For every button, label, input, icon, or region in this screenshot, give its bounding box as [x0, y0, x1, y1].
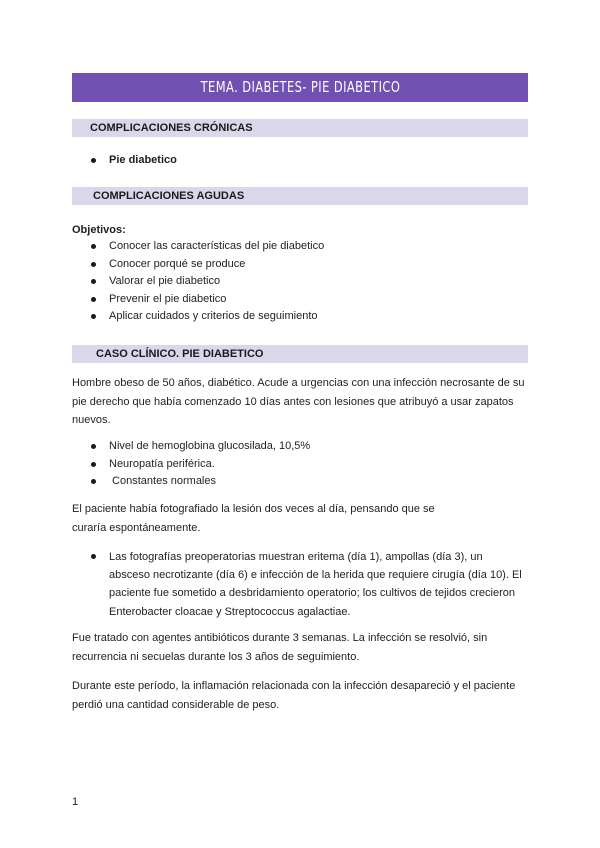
list-item: Neuropatía periférica.	[72, 456, 528, 474]
list-item: Conocer las características del pie diabetico	[72, 238, 528, 256]
section-heading-caso	[72, 345, 528, 363]
list-item: Aplicar cuidados y criterios de seguimiento	[72, 308, 528, 326]
text-line: paciente fue sometido a desbridamiento operatorio; los cultivos de tejidos crecieron	[109, 587, 516, 600]
text-line: absceso necrotizante (día 6) e infección de la herida que requiere cirugía (día 10). El	[109, 569, 522, 582]
cronicas-list	[72, 152, 528, 170]
text-line: Durante este período, la inflamación relacionada con la infección desapareció y el paciente	[72, 680, 516, 692]
caso-treatment-paragraph	[72, 629, 530, 666]
section-heading-agudas	[72, 187, 528, 205]
caso-photo-paragraph	[72, 500, 530, 537]
list-item: Pie diabetico	[72, 152, 528, 170]
text-line: Enterobacter cloacae y Streptococcus agalactiae.	[109, 605, 351, 618]
list-item: Constantes normales	[72, 473, 528, 491]
page-title: TEMA. DIABETES- PIE DIABETICO	[200, 78, 400, 96]
text-line: nuevos.	[72, 414, 111, 426]
section-heading-cronicas-label: COMPLICACIONES CRÓNICAS	[90, 122, 253, 134]
list-item: Conocer porqué se produce	[72, 256, 528, 274]
page-number: 1	[72, 796, 79, 808]
caso-intro-paragraph	[72, 374, 530, 430]
section-heading-cronicas	[72, 119, 528, 137]
list-item: Nivel de hemoglobina glucosilada, 10,5%	[72, 438, 528, 456]
text-line: El paciente había fotografiado la lesión dos veces al día, pensando que se	[72, 503, 435, 515]
caso-photo-detail-list	[72, 548, 528, 621]
caso-outcome-paragraph	[72, 677, 530, 714]
section-heading-caso-label: CASO CLÍNICO. PIE DIABETICO	[96, 348, 264, 360]
text-line: curaría espontáneamente.	[72, 521, 201, 534]
caso-findings-list	[72, 438, 528, 491]
list-item	[72, 548, 528, 621]
text-line: pie derecho que había comenzado 10 días antes con lesiones que atribuyó a usar zapatos	[72, 395, 514, 408]
objetivos-label: Objetivos:	[72, 224, 126, 236]
text-line: Fue tratado con agentes antibióticos durante 3 semanas. La infección se resolvió, sin	[72, 632, 488, 644]
text-line: recurrencia ni secuelas durante los 3 años de seguimiento.	[72, 650, 360, 663]
section-heading-agudas-label: COMPLICACIONES AGUDAS	[93, 190, 245, 202]
page-title-banner	[72, 73, 528, 102]
list-item: Prevenir el pie diabetico	[72, 291, 528, 309]
text-line: perdió una cantidad considerable de peso.	[72, 698, 280, 711]
list-item: Valorar el pie diabetico	[72, 273, 528, 291]
objetivos-list	[72, 238, 528, 326]
text-line: Las fotografías preoperatorias muestran eritema (día 1), ampollas (día 3), un	[109, 551, 483, 563]
text-line: Hombre obeso de 50 años, diabético. Acude a urgencias con una infección necrosante de su	[72, 377, 525, 389]
